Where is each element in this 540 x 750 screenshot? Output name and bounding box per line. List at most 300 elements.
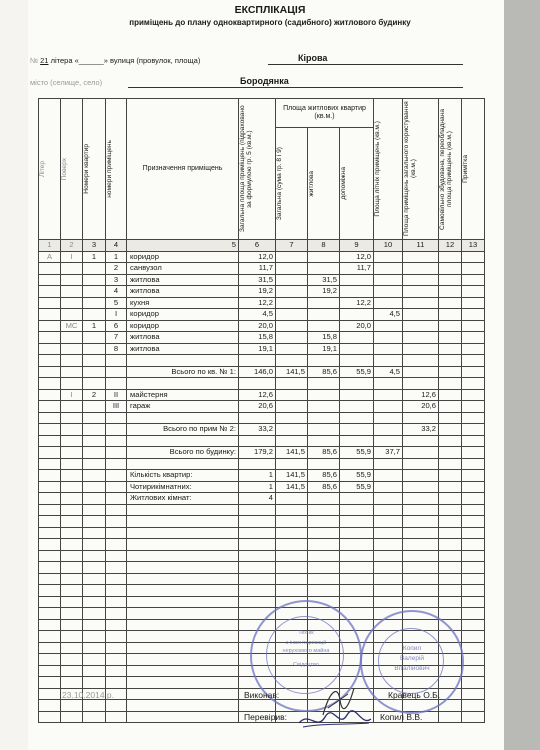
- cell-general: [276, 332, 308, 344]
- cell-summer: [374, 562, 403, 574]
- cell-apt: [83, 424, 106, 436]
- cell-note: [462, 539, 485, 551]
- cell-general: 141,5: [276, 470, 308, 482]
- cell-total: [239, 458, 276, 470]
- cell-apt: [83, 642, 106, 654]
- table-row: [39, 470, 485, 482]
- cell-illegal: [439, 274, 462, 286]
- cell-general: [276, 263, 308, 275]
- cell-illegal: [439, 504, 462, 516]
- cell-room: [106, 677, 127, 689]
- cell-lit: [39, 550, 61, 562]
- cell-general: [276, 309, 308, 321]
- cell-room: [106, 619, 127, 631]
- cell-room: 6: [106, 320, 127, 332]
- cell-living: [308, 378, 340, 390]
- cell-room: [106, 631, 127, 643]
- column-number: 2: [61, 240, 83, 252]
- cell-aux: 55,9: [340, 470, 374, 482]
- cell-note: [462, 286, 485, 298]
- cell-common: [403, 309, 439, 321]
- checked-label: Перевірив:: [244, 712, 288, 722]
- cell-note: [462, 355, 485, 367]
- table-row: [39, 412, 485, 424]
- cell-general: [276, 251, 308, 263]
- cell-aux: 12,0: [340, 251, 374, 263]
- cell-purpose: майстерня: [127, 389, 239, 401]
- cell-apt: [83, 378, 106, 390]
- cell-apt: [83, 332, 106, 344]
- cell-apt: [83, 343, 106, 355]
- cell-floor: [61, 286, 83, 298]
- table-row: [39, 389, 485, 401]
- cell-purpose: коридор: [127, 251, 239, 263]
- cell-living: [308, 527, 340, 539]
- cell-room: [106, 573, 127, 585]
- cell-aux: 20,0: [340, 320, 374, 332]
- cell-lit: [39, 481, 61, 493]
- cell-room: [106, 447, 127, 459]
- cell-aux: [340, 435, 374, 447]
- cell-apt: [83, 366, 106, 378]
- cell-total: 1: [239, 481, 276, 493]
- cell-aux: [340, 286, 374, 298]
- cell-apt: [83, 401, 106, 413]
- cell-summer: [374, 527, 403, 539]
- cell-purpose: [127, 355, 239, 367]
- cell-purpose: [127, 700, 239, 712]
- cell-purpose: [127, 527, 239, 539]
- cell-purpose: [127, 654, 239, 666]
- cell-room: [106, 493, 127, 505]
- cell-room: [106, 539, 127, 551]
- cell-apt: [83, 504, 106, 516]
- cell-apt: 1: [83, 251, 106, 263]
- col-apartment: Номери квартир: [83, 99, 106, 240]
- cell-living: [308, 516, 340, 528]
- cell-lit: [39, 355, 61, 367]
- cell-floor: [61, 470, 83, 482]
- cell-common: [403, 585, 439, 597]
- cell-lit: [39, 608, 61, 620]
- cell-lit: [39, 458, 61, 470]
- cell-common: [403, 355, 439, 367]
- cell-common: [403, 573, 439, 585]
- cell-general: [276, 539, 308, 551]
- cell-apt: [83, 608, 106, 620]
- cell-room: [106, 504, 127, 516]
- cell-apt: [83, 596, 106, 608]
- cell-lit: А: [39, 251, 61, 263]
- cell-illegal: [439, 470, 462, 482]
- cell-aux: [340, 539, 374, 551]
- cell-purpose: житлова: [127, 274, 239, 286]
- cell-aux: 12,2: [340, 297, 374, 309]
- cell-lit: [39, 688, 61, 700]
- cell-common: [403, 366, 439, 378]
- cell-total: [239, 378, 276, 390]
- cell-total: [239, 435, 276, 447]
- cell-room: [106, 412, 127, 424]
- cell-lit: [39, 516, 61, 528]
- cell-summer: [374, 332, 403, 344]
- col-room-number: номери приміщень: [106, 99, 127, 240]
- cell-general: [276, 424, 308, 436]
- cell-lit: [39, 493, 61, 505]
- cell-summer: [374, 481, 403, 493]
- table-row: [39, 378, 485, 390]
- cell-summer: [374, 297, 403, 309]
- cell-room: 7: [106, 332, 127, 344]
- cell-summer: 4,5: [374, 366, 403, 378]
- cell-note: [462, 654, 485, 666]
- cell-total: [239, 504, 276, 516]
- cell-purpose: [127, 412, 239, 424]
- cell-apt: [83, 665, 106, 677]
- table-row: [39, 297, 485, 309]
- cell-illegal: [439, 711, 462, 723]
- cell-room: 8: [106, 343, 127, 355]
- cell-note: [462, 378, 485, 390]
- cell-living: [308, 550, 340, 562]
- cell-aux: 11,7: [340, 263, 374, 275]
- cell-total: 146,0: [239, 366, 276, 378]
- table-row: [39, 263, 485, 275]
- cell-summer: [374, 401, 403, 413]
- cell-room: [106, 562, 127, 574]
- cell-lit: [39, 585, 61, 597]
- table-row: [39, 447, 485, 459]
- cell-lit: [39, 424, 61, 436]
- cell-total: [239, 355, 276, 367]
- cell-purpose: Житлових кімнат:: [127, 493, 239, 505]
- stamp-left-line1: Технік: [298, 630, 314, 636]
- cell-living: 85,6: [308, 481, 340, 493]
- house-number: 21: [40, 56, 49, 65]
- cell-room: [106, 435, 127, 447]
- cell-floor: I: [61, 389, 83, 401]
- cell-living: 31,5: [308, 274, 340, 286]
- cell-summer: [374, 596, 403, 608]
- cell-apt: [83, 573, 106, 585]
- cell-summer: [374, 458, 403, 470]
- cell-general: [276, 458, 308, 470]
- cell-purpose: [127, 516, 239, 528]
- cell-total: [239, 573, 276, 585]
- cell-apt: 1: [83, 320, 106, 332]
- cell-purpose: [127, 458, 239, 470]
- table-row: [39, 596, 485, 608]
- cell-total: 4: [239, 493, 276, 505]
- cell-summer: [374, 493, 403, 505]
- cell-living: [308, 539, 340, 551]
- cell-apt: [83, 539, 106, 551]
- cell-floor: [61, 355, 83, 367]
- cell-common: [403, 320, 439, 332]
- cell-purpose: [127, 539, 239, 551]
- cell-aux: [340, 389, 374, 401]
- cell-note: [462, 447, 485, 459]
- cell-total: [239, 516, 276, 528]
- cell-note: [462, 688, 485, 700]
- cell-general: [276, 389, 308, 401]
- cell-total: [239, 527, 276, 539]
- cell-illegal: [439, 608, 462, 620]
- table-row: [39, 539, 485, 551]
- cell-floor: [61, 366, 83, 378]
- cell-lit: [39, 332, 61, 344]
- document-title: ЕКСПЛІКАЦІЯ: [234, 4, 306, 16]
- cell-aux: [340, 504, 374, 516]
- cell-purpose: [127, 688, 239, 700]
- cell-living: [308, 320, 340, 332]
- cell-summer: [374, 263, 403, 275]
- cell-floor: [61, 700, 83, 712]
- cell-summer: [374, 343, 403, 355]
- cell-aux: [340, 585, 374, 597]
- cell-common: [403, 516, 439, 528]
- cell-illegal: [439, 389, 462, 401]
- cell-floor: [61, 447, 83, 459]
- cell-general: [276, 401, 308, 413]
- cell-living: [308, 412, 340, 424]
- cell-purpose: [127, 619, 239, 631]
- cell-aux: 55,9: [340, 481, 374, 493]
- cell-total: 4,5: [239, 309, 276, 321]
- cell-common: [403, 263, 439, 275]
- cell-note: [462, 412, 485, 424]
- cell-apt: [83, 458, 106, 470]
- cell-illegal: [439, 447, 462, 459]
- cell-note: [462, 435, 485, 447]
- table-row: [39, 550, 485, 562]
- cell-purpose: [127, 378, 239, 390]
- cell-room: [106, 516, 127, 528]
- cell-summer: [374, 286, 403, 298]
- cell-living: [308, 297, 340, 309]
- cell-note: [462, 320, 485, 332]
- checked-name: Копил В.В.: [380, 712, 423, 722]
- cell-living: [308, 435, 340, 447]
- cell-common: [403, 274, 439, 286]
- stamp-left-line2: з інвентаризації: [285, 640, 327, 646]
- cell-summer: [374, 320, 403, 332]
- cell-lit: [39, 711, 61, 723]
- col-floor: Поверх: [61, 99, 83, 240]
- stamp-left-line3: нерухомого майна: [282, 648, 330, 654]
- cell-common: [403, 493, 439, 505]
- cell-total: [239, 539, 276, 551]
- cell-illegal: [439, 562, 462, 574]
- street-underline: [268, 64, 463, 65]
- cell-living: [308, 585, 340, 597]
- cell-floor: [61, 493, 83, 505]
- cell-room: I: [106, 309, 127, 321]
- cell-common: [403, 343, 439, 355]
- cell-purpose: [127, 573, 239, 585]
- cell-lit: [39, 677, 61, 689]
- cell-living: 19,1: [308, 343, 340, 355]
- cell-floor: [61, 665, 83, 677]
- cell-floor: [61, 654, 83, 666]
- cell-common: [403, 435, 439, 447]
- cell-floor: [61, 596, 83, 608]
- cell-general: [276, 274, 308, 286]
- cell-general: 141,5: [276, 447, 308, 459]
- cell-lit: [39, 343, 61, 355]
- cell-general: 141,5: [276, 366, 308, 378]
- column-number-row: [39, 240, 485, 252]
- cell-summer: [374, 435, 403, 447]
- cell-aux: [340, 412, 374, 424]
- cell-floor: [61, 458, 83, 470]
- cell-floor: [61, 297, 83, 309]
- cell-apt: [83, 677, 106, 689]
- col-living: житлова: [308, 128, 340, 240]
- cell-common: [403, 447, 439, 459]
- cell-total: 12,2: [239, 297, 276, 309]
- cell-common: [403, 412, 439, 424]
- cell-lit: [39, 263, 61, 275]
- cell-note: [462, 631, 485, 643]
- cell-purpose: [127, 504, 239, 516]
- cell-purpose: [127, 608, 239, 620]
- cell-room: [106, 424, 127, 436]
- cell-living: [308, 355, 340, 367]
- cell-general: [276, 320, 308, 332]
- table-row: [39, 251, 485, 263]
- cell-illegal: [439, 539, 462, 551]
- cell-note: [462, 642, 485, 654]
- cell-room: [106, 642, 127, 654]
- cell-purpose: кухня: [127, 297, 239, 309]
- place-underline: [128, 87, 463, 88]
- address-line: [30, 56, 200, 65]
- cell-illegal: [439, 286, 462, 298]
- cell-note: [462, 711, 485, 723]
- performed-label: Виконав:: [244, 690, 280, 700]
- cell-summer: [374, 516, 403, 528]
- cell-lit: [39, 631, 61, 643]
- cell-living: [308, 389, 340, 401]
- cell-floor: [61, 573, 83, 585]
- cell-note: [462, 677, 485, 689]
- cell-lit: [39, 286, 61, 298]
- column-number: 11: [403, 240, 439, 252]
- cell-room: [106, 470, 127, 482]
- cell-summer: [374, 251, 403, 263]
- cell-summer: [374, 355, 403, 367]
- cell-note: [462, 493, 485, 505]
- cell-apt: [83, 435, 106, 447]
- cell-illegal: [439, 585, 462, 597]
- cell-note: [462, 516, 485, 528]
- table-row: [39, 481, 485, 493]
- cell-aux: 55,9: [340, 366, 374, 378]
- cell-apt: [83, 654, 106, 666]
- cell-aux: [340, 332, 374, 344]
- cell-purpose: [127, 665, 239, 677]
- cell-apt: [83, 412, 106, 424]
- cell-aux: [340, 493, 374, 505]
- cell-common: [403, 481, 439, 493]
- cell-lit: [39, 297, 61, 309]
- cell-total: 12,6: [239, 389, 276, 401]
- cell-general: [276, 573, 308, 585]
- cell-general: [276, 343, 308, 355]
- cell-room: [106, 527, 127, 539]
- cell-purpose: житлова: [127, 343, 239, 355]
- cell-apt: [83, 711, 106, 723]
- cell-lit: [39, 378, 61, 390]
- cell-lit: [39, 435, 61, 447]
- place-label: місто (селище, село): [30, 78, 103, 87]
- col-purpose: Призначення приміщень: [127, 99, 239, 240]
- cell-living: [308, 504, 340, 516]
- cell-lit: [39, 320, 61, 332]
- cell-common: 20,6: [403, 401, 439, 413]
- page-edge: [504, 0, 540, 750]
- cell-general: [276, 585, 308, 597]
- cell-room: III: [106, 401, 127, 413]
- cell-total: 20,0: [239, 320, 276, 332]
- cell-general: [276, 378, 308, 390]
- cell-living: [308, 493, 340, 505]
- table-row: [39, 573, 485, 585]
- col-total-area: Загальна площа приміщень (підраховано за формулою гр. 5 (кв.м.): [239, 99, 276, 240]
- cell-apt: [83, 263, 106, 275]
- cell-apt: [83, 516, 106, 528]
- cell-illegal: [439, 297, 462, 309]
- cell-floor: [61, 642, 83, 654]
- house-prefix: №: [30, 56, 39, 65]
- cell-floor: [61, 481, 83, 493]
- cell-general: [276, 562, 308, 574]
- cell-lit: [39, 596, 61, 608]
- cell-illegal: [439, 527, 462, 539]
- cell-note: [462, 263, 485, 275]
- cell-note: [462, 562, 485, 574]
- cell-summer: [374, 573, 403, 585]
- cell-room: [106, 596, 127, 608]
- cell-aux: [340, 516, 374, 528]
- cell-room: 1: [106, 251, 127, 263]
- column-number: 3: [83, 240, 106, 252]
- cell-room: 5: [106, 297, 127, 309]
- column-number: 8: [308, 240, 340, 252]
- cell-illegal: [439, 343, 462, 355]
- cell-room: [106, 481, 127, 493]
- cell-illegal: [439, 516, 462, 528]
- cell-note: [462, 401, 485, 413]
- cell-aux: [340, 424, 374, 436]
- cell-note: [462, 366, 485, 378]
- col-group-living: Площа житлових квартир (кв.м.): [276, 99, 374, 128]
- cell-illegal: [439, 424, 462, 436]
- cell-purpose: [127, 677, 239, 689]
- cell-total: 19,1: [239, 343, 276, 355]
- cell-common: [403, 458, 439, 470]
- cell-room: [106, 711, 127, 723]
- cell-floor: [61, 550, 83, 562]
- col-note: Примітка: [462, 99, 485, 240]
- cell-living: [308, 251, 340, 263]
- cell-general: [276, 493, 308, 505]
- cell-note: [462, 573, 485, 585]
- table-row: [39, 401, 485, 413]
- cell-lit: [39, 642, 61, 654]
- stamp-right-line1: Копил: [402, 645, 422, 652]
